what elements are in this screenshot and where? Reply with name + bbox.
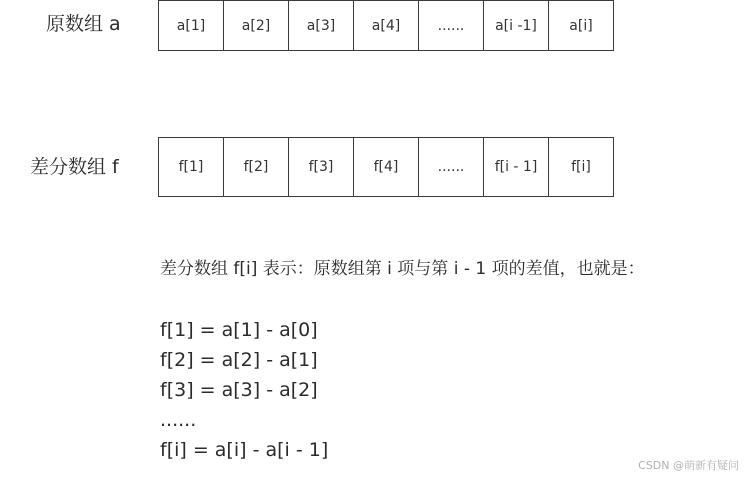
diff-array-cell: f[2] <box>224 137 289 197</box>
original-array-cells <box>158 0 614 51</box>
diff-array-cell: f[i - 1] <box>484 137 549 197</box>
original-array-cell: a[3] <box>289 0 354 51</box>
diff-array-cell: f[i] <box>549 137 614 197</box>
original-array-cell-ellipsis: ...... <box>419 0 484 51</box>
diff-array-label: 差分数组 f <box>30 156 119 178</box>
formula-line: f[2] = a[2] - a[1] <box>160 349 318 371</box>
diff-array-cells <box>158 137 614 197</box>
original-array-label: 原数组 a <box>46 13 121 35</box>
original-array-cell: a[4] <box>354 0 419 51</box>
formula-list <box>160 315 328 465</box>
original-array-cell: a[i -1] <box>484 0 549 51</box>
formula-line: f[i] = a[i] - a[i - 1] <box>160 439 329 461</box>
diff-array-cell: f[4] <box>354 137 419 197</box>
diff-array-cell: f[3] <box>289 137 354 197</box>
original-array-cell: a[i] <box>549 0 614 51</box>
diff-array-cell-ellipsis: ...... <box>419 137 484 197</box>
formula-line: f[3] = a[3] - a[2] <box>160 379 318 401</box>
original-array-cell: a[1] <box>159 0 224 51</box>
original-array-cell: a[2] <box>224 0 289 51</box>
watermark: CSDN @萌新有疑问 <box>638 459 739 472</box>
explanation-text: 差分数组 f[i] 表示：原数组第 i 项与第 i - 1 项的差值，也就是： <box>160 259 645 279</box>
formula-line: f[1] = a[1] - a[0] <box>160 319 318 341</box>
formula-line-ellipsis: ...... <box>160 409 197 431</box>
diff-array-cell: f[1] <box>159 137 224 197</box>
